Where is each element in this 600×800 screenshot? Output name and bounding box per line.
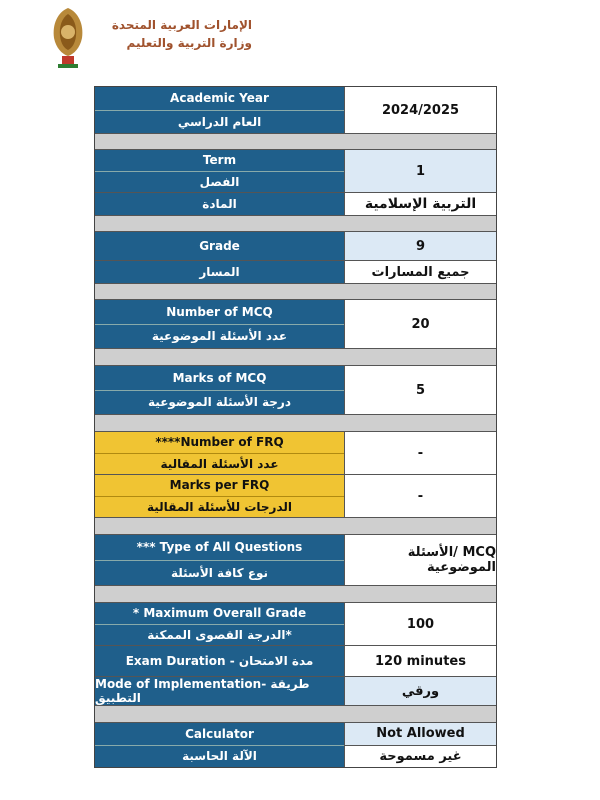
subject-label: المادة bbox=[202, 197, 237, 211]
max-grade-value: 100 bbox=[345, 603, 496, 645]
header-line-2: وزارة التربية والتعليم bbox=[126, 36, 252, 50]
mode-label: Mode of Implementation- طريقة التطبيق bbox=[95, 677, 310, 705]
academic-year-value: 2024/2025 bbox=[345, 87, 496, 133]
term-value: 1 bbox=[345, 150, 496, 192]
separator bbox=[95, 706, 496, 723]
academic-year-label: Academic Year bbox=[95, 87, 344, 111]
separator bbox=[95, 518, 496, 535]
separator bbox=[95, 134, 496, 150]
calculator-value-ar: غير مسموحة bbox=[345, 746, 496, 768]
number-mcq-label-ar: عدد الأسئلة الموضوعية bbox=[151, 329, 288, 344]
academic-year-label-ar: العام الدراسي bbox=[177, 114, 262, 129]
row-mode bbox=[95, 677, 496, 706]
row-exam-duration bbox=[95, 646, 496, 677]
row-track bbox=[95, 261, 496, 284]
exam-spec-table bbox=[94, 86, 497, 768]
number-mcq-label: Number of MCQ bbox=[95, 300, 344, 325]
row-term bbox=[95, 150, 496, 193]
calculator-label-ar: الآلة الحاسبة bbox=[182, 749, 257, 764]
max-grade-label: * Maximum Overall Grade bbox=[95, 603, 344, 625]
separator bbox=[95, 415, 496, 432]
row-academic-year bbox=[95, 87, 496, 134]
exam-duration-value: 120 minutes bbox=[345, 646, 496, 676]
number-frq-label: ****Number of FRQ bbox=[95, 432, 344, 454]
row-grade bbox=[95, 232, 496, 261]
uae-emblem-icon bbox=[48, 4, 88, 72]
type-questions-label-ar: نوع كافة الأسئلة bbox=[170, 565, 269, 580]
marks-frq-value: - bbox=[345, 475, 496, 517]
row-number-mcq bbox=[95, 300, 496, 349]
marks-frq-label: Marks per FRQ bbox=[95, 475, 344, 497]
type-questions-value: MCQ /الأسئلة الموضوعية bbox=[345, 535, 496, 585]
number-frq-value: - bbox=[345, 432, 496, 474]
mode-value: ورقي bbox=[345, 677, 496, 705]
separator bbox=[95, 216, 496, 232]
row-number-frq bbox=[95, 432, 496, 475]
exam-duration-label: Exam Duration - مدة الامتحان bbox=[125, 654, 314, 668]
ministry-header bbox=[48, 4, 348, 76]
row-marks-mcq bbox=[95, 366, 496, 415]
grade-value: 9 bbox=[345, 232, 496, 260]
number-mcq-value: 20 bbox=[345, 300, 496, 348]
row-max-grade bbox=[95, 603, 496, 646]
max-grade-label-ar: *الدرجة القصوى الممكنة bbox=[147, 627, 292, 642]
track-label: المسار bbox=[199, 265, 240, 279]
row-subject bbox=[95, 193, 496, 216]
marks-frq-label-ar: الدرجات للأسئلة المقالية bbox=[147, 499, 293, 514]
row-calculator bbox=[95, 723, 496, 767]
separator bbox=[95, 586, 496, 603]
marks-mcq-label: Marks of MCQ bbox=[95, 366, 344, 391]
row-marks-frq bbox=[95, 475, 496, 518]
marks-mcq-label-ar: درجة الأسئلة الموضوعية bbox=[148, 395, 291, 410]
track-value: جميع المسارات bbox=[345, 261, 496, 283]
calculator-value: Not Allowed bbox=[345, 723, 496, 746]
term-label: Term bbox=[95, 150, 344, 172]
calculator-label: Calculator bbox=[95, 723, 344, 746]
subject-value: التربية الإسلامية bbox=[345, 193, 496, 215]
separator bbox=[95, 349, 496, 366]
term-label-ar: الفصل bbox=[199, 174, 240, 189]
grade-label: Grade bbox=[199, 239, 240, 253]
row-type-questions bbox=[95, 535, 496, 586]
type-questions-label: *** Type of All Questions bbox=[95, 535, 344, 561]
separator bbox=[95, 284, 496, 300]
header-line-1: الإمارات العربية المتحدة bbox=[111, 18, 252, 32]
number-frq-label-ar: عدد الأسئلة المقالية bbox=[160, 456, 279, 471]
marks-mcq-value: 5 bbox=[345, 366, 496, 414]
